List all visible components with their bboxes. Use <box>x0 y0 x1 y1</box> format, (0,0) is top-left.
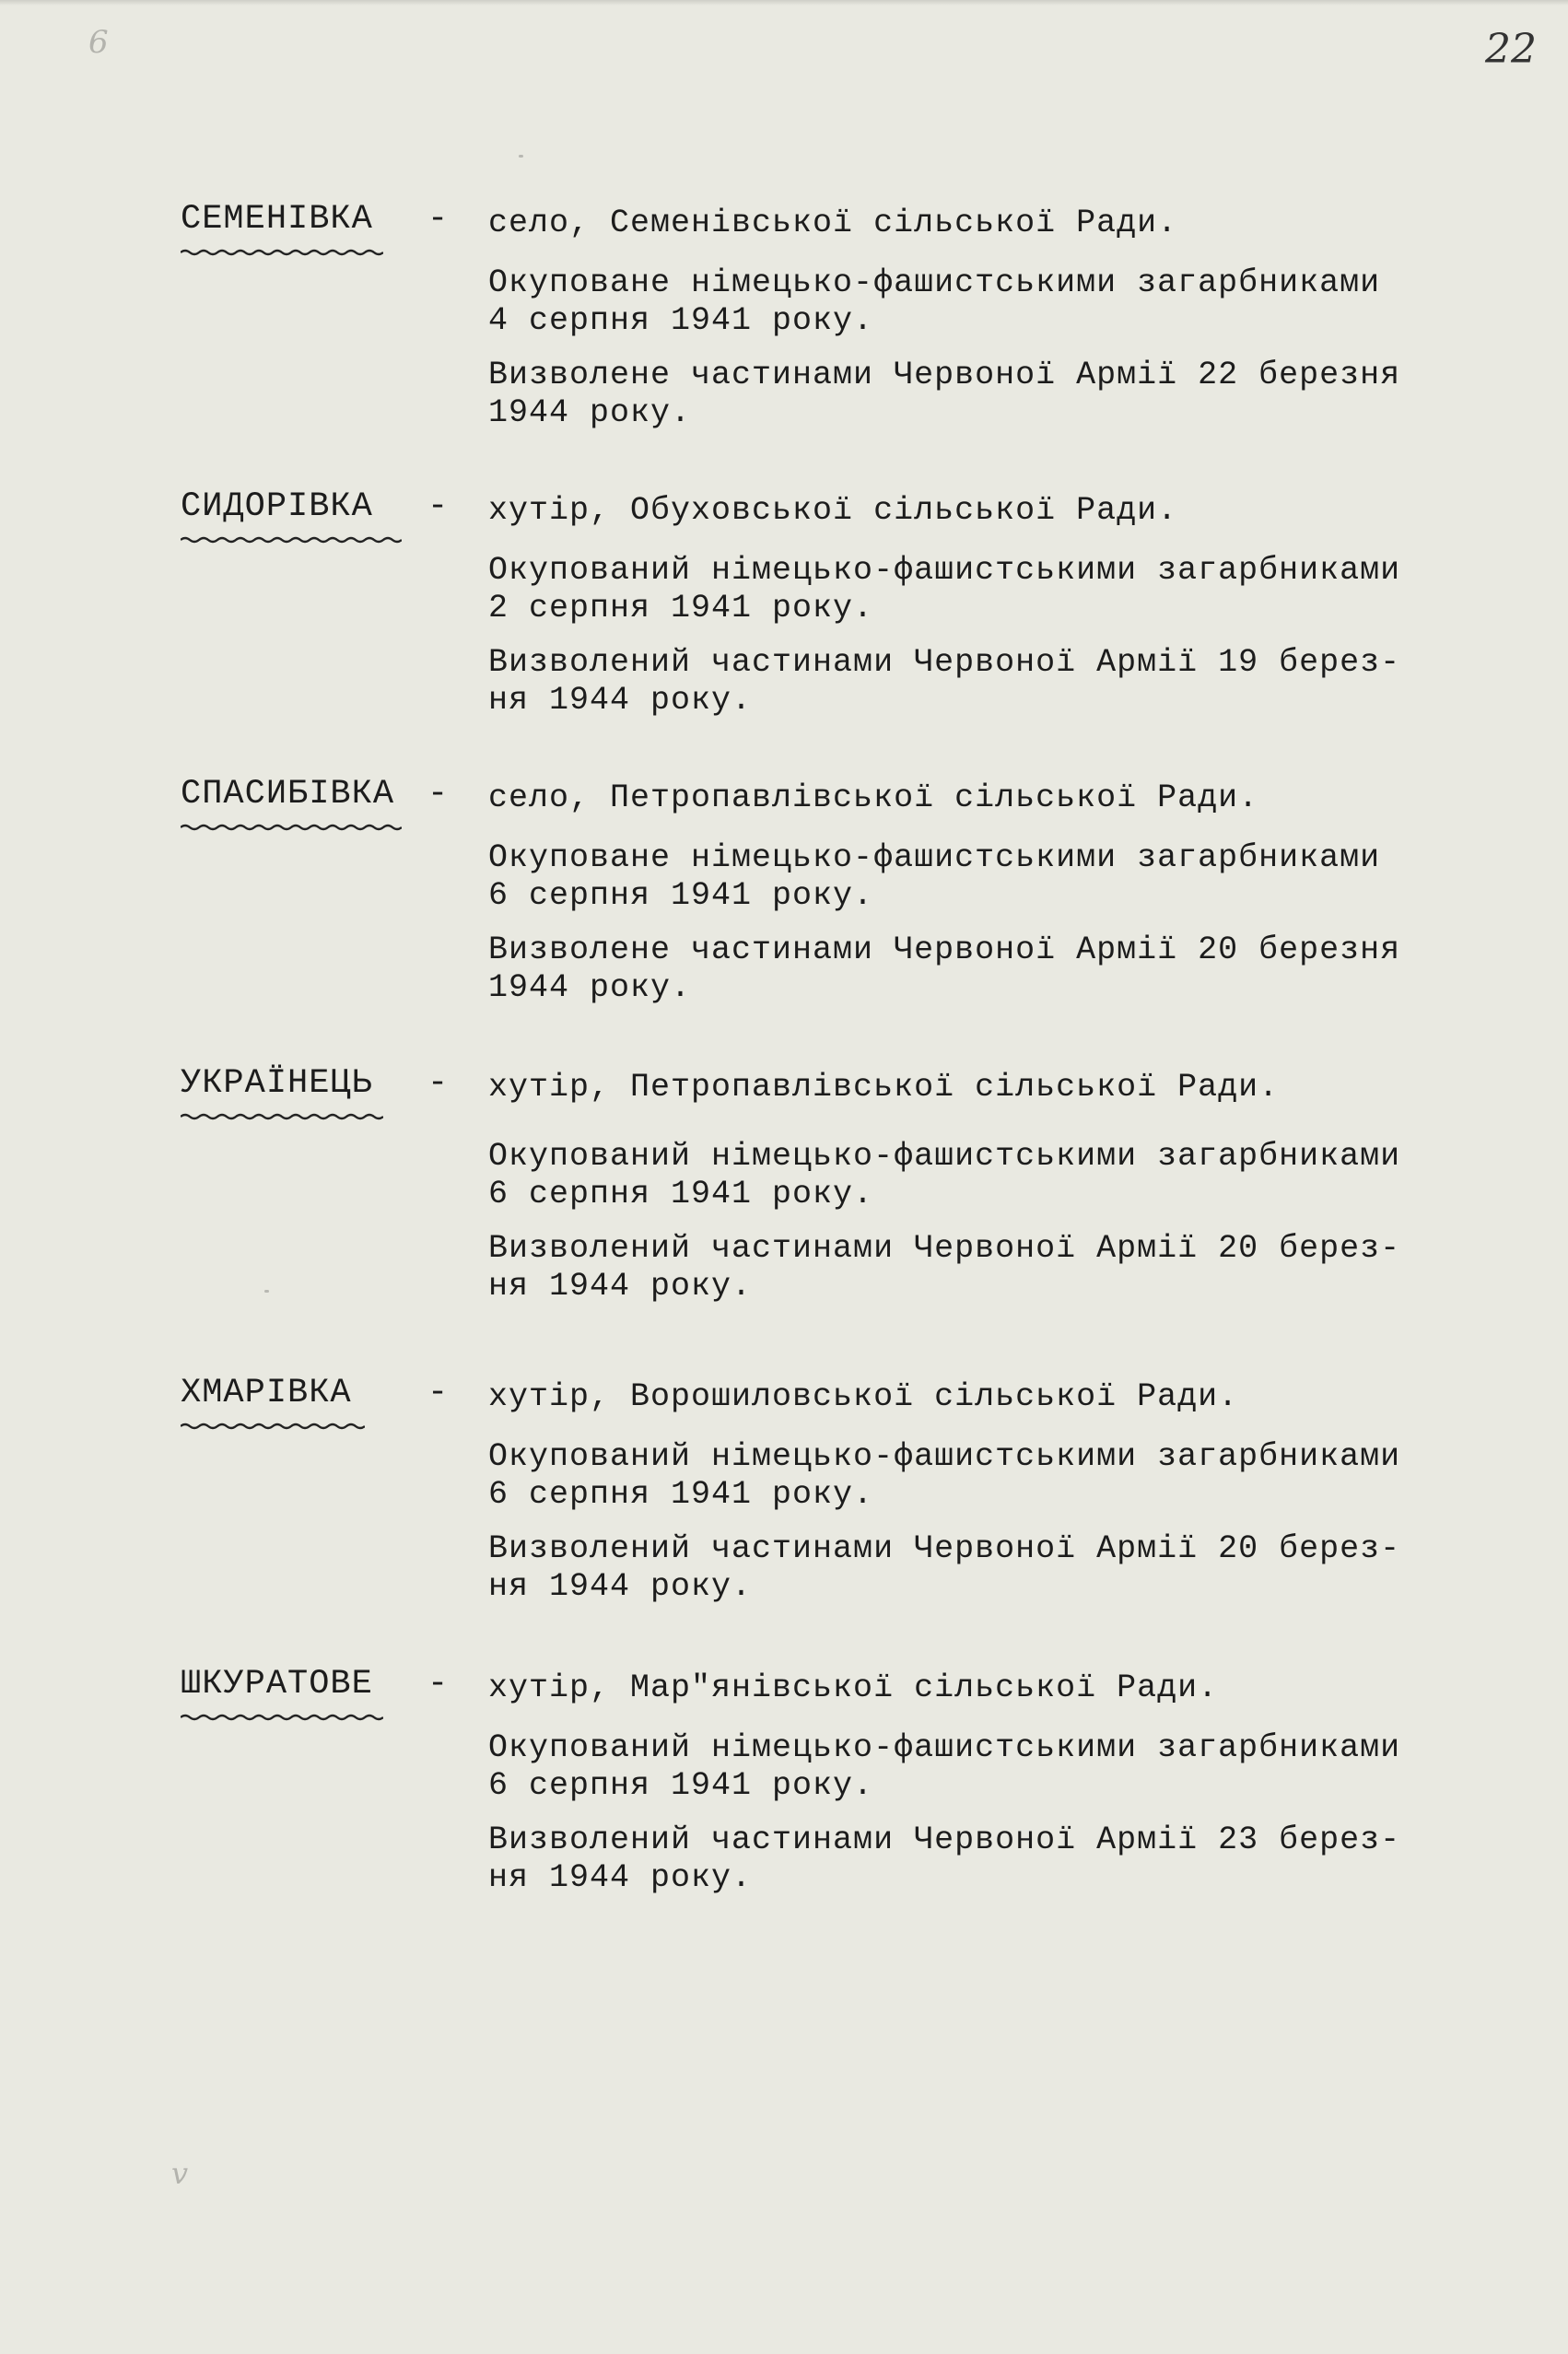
entry-khmarivka <box>181 1373 1516 1612</box>
entry-occupied: Окупований німецько-фашистськими загарбниками 2 серпня 1941 року. <box>488 552 1401 627</box>
entry-dash: - <box>427 1064 449 1103</box>
entry-dash: - <box>427 1665 449 1704</box>
entry-sydorivka <box>181 486 1516 726</box>
entry-type: хутір, Ворошиловської сільської Ради. <box>488 1378 1239 1415</box>
entry-body <box>488 205 1516 449</box>
entry-type: село, Семенівської сільської Ради. <box>488 205 1178 241</box>
entry-body <box>488 1378 1516 1622</box>
page-number: 22 <box>1485 26 1537 73</box>
wavy-underline <box>181 824 402 831</box>
entry-liberated: Визволене частинами Червоної Армії 22 березня 1944 року. <box>488 357 1401 431</box>
wavy-underline <box>181 249 383 256</box>
entry-type: хутір, Обуховської сільської Ради. <box>488 492 1178 529</box>
entry-name: ХМАРІВКА <box>181 1374 352 1412</box>
entry-semenivka <box>181 199 1516 439</box>
entry-shkuratove <box>181 1664 1516 1903</box>
entry-body <box>488 1669 1516 1914</box>
entry-name: СЕМЕНІВКА <box>181 200 373 239</box>
entry-dash: - <box>427 487 449 526</box>
entry-name: СИДОРІВКА <box>181 487 373 526</box>
pencil-mark-bottom: v <box>171 2156 189 2191</box>
entry-body <box>488 1069 1516 1322</box>
entry-occupied: Окупований німецько-фашистськими загарбниками 6 серпня 1941 року. <box>488 1438 1401 1513</box>
entry-body <box>488 779 1516 1024</box>
wavy-underline <box>181 1113 383 1120</box>
entry-liberated: Визволений частинами Червоної Армії 19 берез- ня 1944 року. <box>488 644 1401 719</box>
entry-type: хутір, Мар"янівської сільської Ради. <box>488 1669 1219 1706</box>
entry-type: село, Петропавлівської сільської Ради. <box>488 779 1259 816</box>
wavy-underline <box>181 1423 365 1430</box>
entry-liberated: Визволений частинами Червоної Армії 20 берез- ня 1944 року. <box>488 1530 1401 1605</box>
entry-body <box>488 492 1516 736</box>
entry-occupied: Окуповане німецько-фашистськими загарбниками 6 серпня 1941 року. <box>488 839 1381 914</box>
entry-type: хутір, Петропавлівської сільської Ради. <box>488 1069 1280 1106</box>
entry-ukrainets <box>181 1063 1516 1303</box>
entry-name: СПАСИБІВКА <box>181 775 395 814</box>
entry-occupied: Окуповане німецько-фашистськими загарбниками 4 серпня 1941 року. <box>488 264 1381 339</box>
entry-occupied: Окупований німецько-фашистськими загарбниками 6 серпня 1941 року. <box>488 1729 1401 1804</box>
entry-liberated: Визволене частинами Червоної Армії 20 березня 1944 року. <box>488 931 1401 1006</box>
entry-spasybivka <box>181 774 1516 1013</box>
entry-liberated: Визволений частинами Червоної Армії 23 берез- ня 1944 року. <box>488 1821 1401 1896</box>
entry-name: ШКУРАТОВЕ <box>181 1665 373 1704</box>
entry-dash: - <box>427 775 449 814</box>
entry-liberated: Визволений частинами Червоної Армії 20 берез- ня 1944 року. <box>488 1230 1401 1305</box>
pencil-mark-top: 6 <box>88 24 109 61</box>
entry-name: УКРАЇНЕЦЬ <box>181 1064 373 1103</box>
page-top-edge <box>0 0 1568 6</box>
entry-occupied: Окупований німецько-фашистськими загарбниками 6 серпня 1941 року. <box>488 1138 1401 1212</box>
entry-dash: - <box>427 200 449 239</box>
entry-dash: - <box>427 1374 449 1412</box>
speck <box>519 155 523 158</box>
wavy-underline <box>181 536 402 544</box>
wavy-underline <box>181 1714 383 1721</box>
